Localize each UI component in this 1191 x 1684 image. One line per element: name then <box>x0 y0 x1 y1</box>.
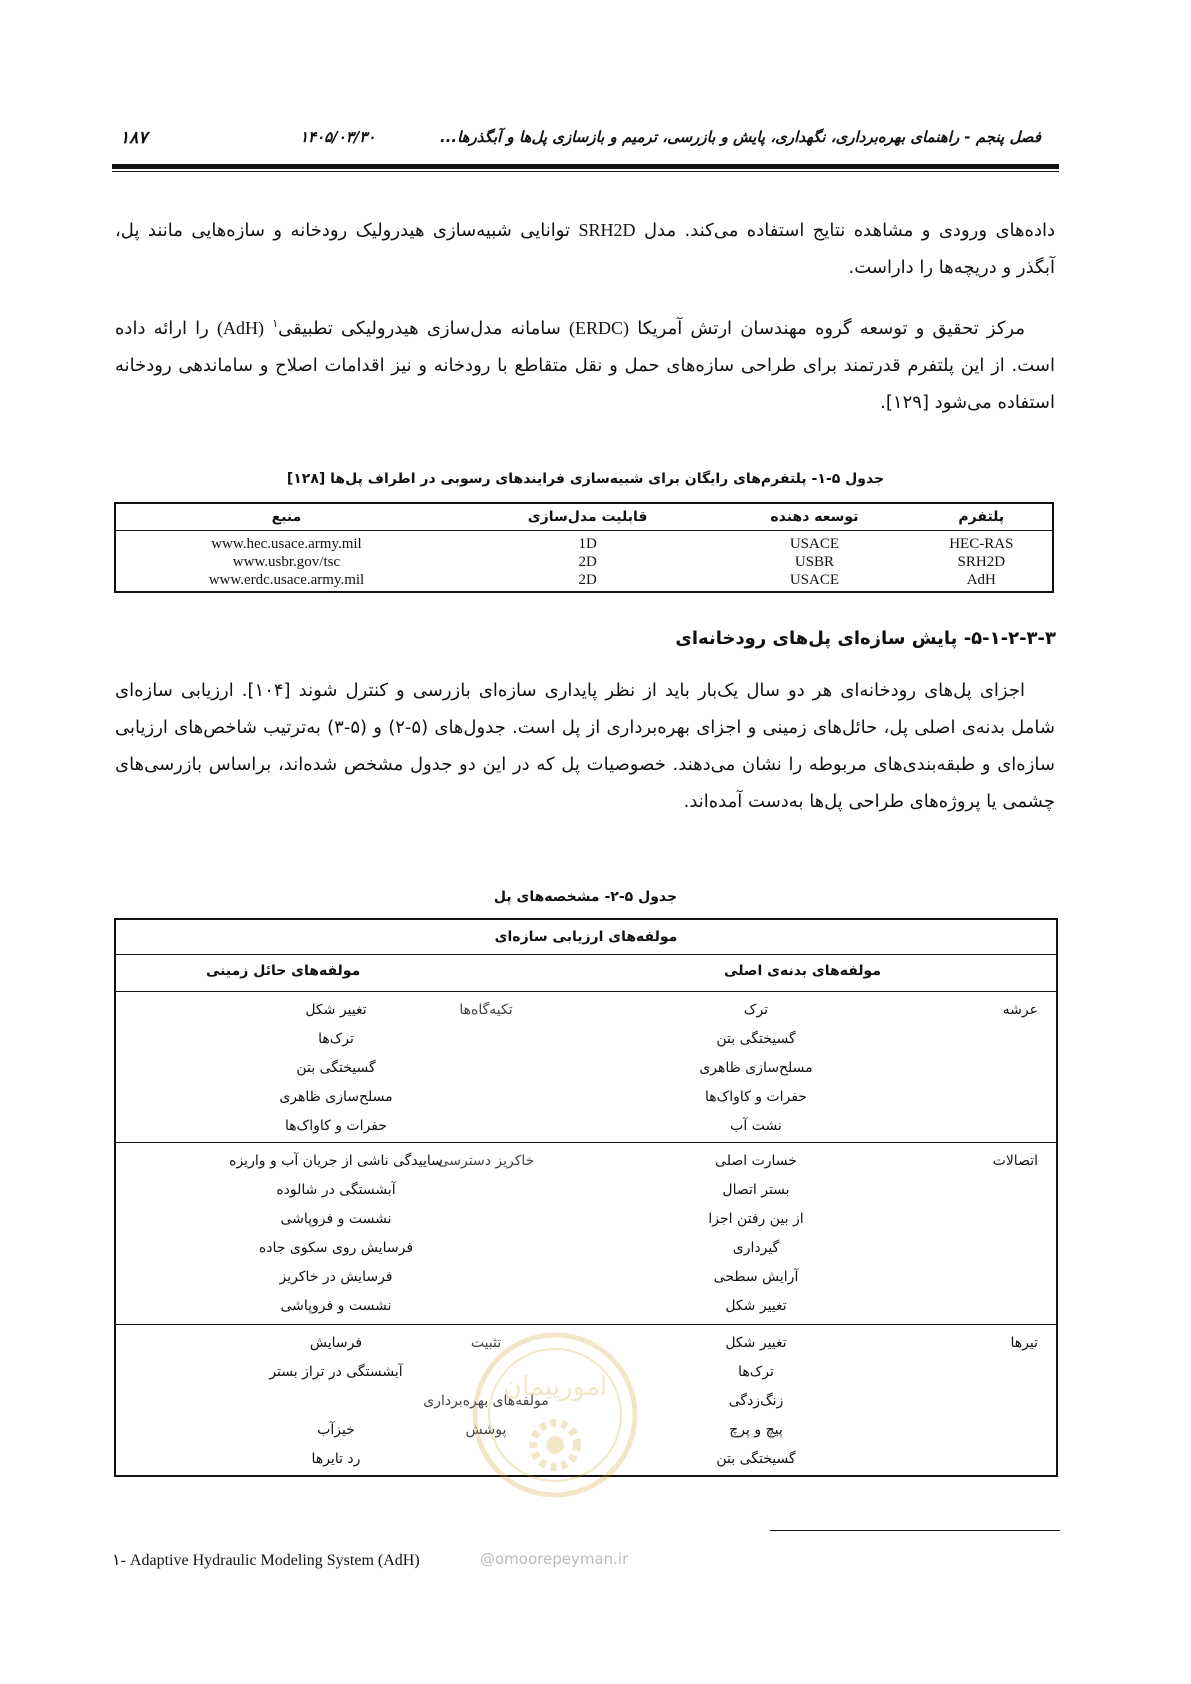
table-cell: 1D <box>578 536 597 552</box>
header-rule-thin <box>112 171 1059 172</box>
table-cell: ساییدگی ناشی از جریان آب و واریزه <box>229 1153 443 1169</box>
table-cell: نشست و فروپاشی <box>280 1211 392 1227</box>
table-cell: 2D <box>578 554 597 570</box>
table-header: منبع <box>115 503 457 531</box>
paragraph-srh2d <box>115 212 1055 286</box>
table-cell: آبشستگی در تراز بستر <box>269 1364 403 1380</box>
paragraph-adh <box>115 305 1055 421</box>
footnote-ref[interactable]: ۱ <box>272 317 279 330</box>
table-cell: گسیختگی بتن <box>716 1031 796 1047</box>
table-header-ground: مولفه‌های حائل زمینی <box>206 963 361 979</box>
table-cell-link[interactable]: www.hec.usace.army.mil <box>211 536 362 552</box>
table-group-deck <box>116 992 1056 1142</box>
table-cell: USBR <box>794 554 835 570</box>
table-cell: HEC-RAS <box>949 536 1014 552</box>
table-row <box>115 553 1053 571</box>
org-abbreviation: (ERDC) <box>569 318 630 338</box>
table-header-top: مولفه‌های ارزیابی سازه‌ای <box>116 920 1056 955</box>
table2-caption: جدول ۵-۲- مشخصه‌های پل <box>493 889 678 905</box>
table-header: پلتفرم <box>911 503 1053 531</box>
table-cell: AdH <box>966 572 996 588</box>
platforms-table <box>114 502 1054 593</box>
table-cell: تغییر شکل <box>725 1298 787 1314</box>
table-cell: مسلح‌سازی ظاهری <box>279 1089 393 1105</box>
table-row <box>115 531 1053 554</box>
table-header-main: مولفه‌های بدنه‌ی اصلی <box>724 963 881 979</box>
table-cell: خسارت اصلی <box>715 1153 797 1169</box>
table-cell: گسیختگی بتن <box>716 1451 796 1467</box>
group-name: اتصالات <box>992 1153 1038 1169</box>
table-cell: حفرات و کاواک‌ها <box>705 1089 807 1105</box>
table-cell: فرسایش <box>309 1335 363 1351</box>
table-cell: تثبیت <box>470 1335 502 1351</box>
table-cell: آرایش سطحی <box>713 1269 799 1285</box>
table-cell: ترک‌ها <box>738 1364 774 1380</box>
table-cell: نشست و فروپاشی <box>280 1298 392 1314</box>
table-header-row <box>116 955 1056 992</box>
table-cell: SRH2D <box>957 554 1006 570</box>
paragraph-text: سامانه مدل‌سازی هیدرولیکی تطبیقی <box>278 318 561 339</box>
table-header-row <box>115 503 1053 531</box>
table-cell: فرسایش روی سکوی جاده <box>258 1240 414 1256</box>
table-cell: پوشش <box>465 1422 507 1438</box>
table-cell: خاکریز دسترسی <box>437 1153 535 1169</box>
page-number: ۱۸۷ <box>120 128 148 148</box>
table-cell: ترک <box>743 1002 769 1018</box>
header-title: فصل پنجم - راهنمای بهره‌برداری، نگهداری، پایش و بازرسی، ترمیم و بازسازی پل‌ها و آبگذرها... <box>439 128 1041 146</box>
watermark-url: @omoorepeyman.ir <box>480 1550 629 1568</box>
footnote-rule <box>770 1530 1060 1531</box>
group-name: تیرها <box>1010 1335 1038 1351</box>
table-cell: نشت آب <box>730 1118 782 1134</box>
watermark-logo <box>470 1330 640 1500</box>
watermark-logo-text: امورپیمان <box>502 1372 608 1402</box>
paragraph-text: مرکز تحقیق و توسعه گروه مهندسان ارتش آمریکا <box>637 318 1025 339</box>
table-cell: تکیه‌گاه‌ها <box>459 1002 513 1018</box>
table-cell: گسیختگی بتن <box>296 1060 376 1076</box>
table-cell: حفرات و کاواک‌ها <box>285 1118 387 1134</box>
paragraph-text: را ارائه داده است. از این پلتفرم قدرتمند برای طراحی سازه‌های حمل و نقل متقاطع با رودخانه و نیز اقدامات اصلاح و ساماندهی رودخانه استفاده می‌شود [۱۲۹]. <box>115 318 1055 413</box>
table-cell: مولفه‌های بهره‌برداری <box>423 1393 549 1409</box>
model-name: SRH2D <box>578 220 636 240</box>
table-cell: از بین رفتن اجزا <box>708 1211 804 1227</box>
table-cell: مسلح‌سازی ظاهری <box>699 1060 813 1076</box>
table-cell: خیزآب <box>317 1422 355 1438</box>
table-cell: آبشستگی در شالوده <box>276 1182 396 1198</box>
paragraph-text: داده‌های ورودی و مشاهده نتایج استفاده می‌کند. مدل <box>643 220 1055 241</box>
model-abbreviation: (AdH) <box>217 318 265 338</box>
table-cell: زنگ‌زدگی <box>728 1393 784 1409</box>
table-row <box>115 571 1053 592</box>
paragraph-text: توانایی شبیه‌سازی هیدرولیک رودخانه و سازه‌هایی مانند پل، آبگذر و دریچه‌ها را داراست. <box>115 220 1055 278</box>
table-cell: USACE <box>789 536 840 552</box>
table1-caption: جدول ۵-۱- پلتفرم‌های رایگان برای شبیه‌سازی فرایندهای رسوبی در اطراف پل‌ها [۱۲۸] <box>286 471 885 487</box>
header-rule <box>112 164 1059 169</box>
table-group-connections <box>116 1142 1056 1324</box>
table-cell: بستر اتصال <box>722 1182 790 1198</box>
table-cell: رد تایرها <box>311 1451 361 1467</box>
table-cell-link[interactable]: www.erdc.usace.army.mil <box>208 572 365 588</box>
table-header: توسعه دهنده <box>718 503 910 531</box>
table-cell: ترک‌ها <box>318 1031 354 1047</box>
table-cell: تغییر شکل <box>725 1335 787 1351</box>
table-cell: فرسایش در خاکریز <box>279 1269 393 1285</box>
table-cell: USACE <box>789 572 840 588</box>
footnote: ۱- Adaptive Hydraulic Modeling System (AdH) <box>112 1552 420 1569</box>
header-date: ۱۴۰۵/۰۳/۳۰ <box>300 128 376 146</box>
group-name: عرشه <box>1002 1002 1038 1018</box>
table-cell: پیچ و پرچ <box>729 1422 783 1438</box>
paragraph-monitoring: اجزای پل‌های رودخانه‌ای هر دو سال یک‌بار باید از نظر پایداری سازه‌ای بازرسی و کنترل شوند [۱۰۴]. ارزیابی سازه‌ای شامل بدنه‌ی اصلی پل، حائل‌های زمینی و اجزای بهره‌برداری از پل است. جدول‌های (۵-۲) و (۵-۳) به‌ترتیب شاخص‌های ارزیابی سازه‌ای و طبقه‌بندی‌های مربوطه را نشان می‌دهند. خصوصیات پل که در این دو جدول مشخص شده‌اند، براساس بازرسی‌های چشمی یا پروژه‌های طراحی پل‌ها به‌دست آمده‌اند. <box>115 680 1055 812</box>
section-heading: ۵-۱-۲-۳-۳- پایش سازه‌ای پل‌های رودخانه‌ای <box>675 628 1056 649</box>
table-header: قابلیت مدل‌سازی <box>457 503 718 531</box>
table-cell: 2D <box>578 572 597 588</box>
table-cell-link[interactable]: www.usbr.gov/tsc <box>232 554 341 570</box>
table-cell: تغییر شکل <box>305 1002 367 1018</box>
table-cell: گیرداری <box>732 1240 780 1256</box>
